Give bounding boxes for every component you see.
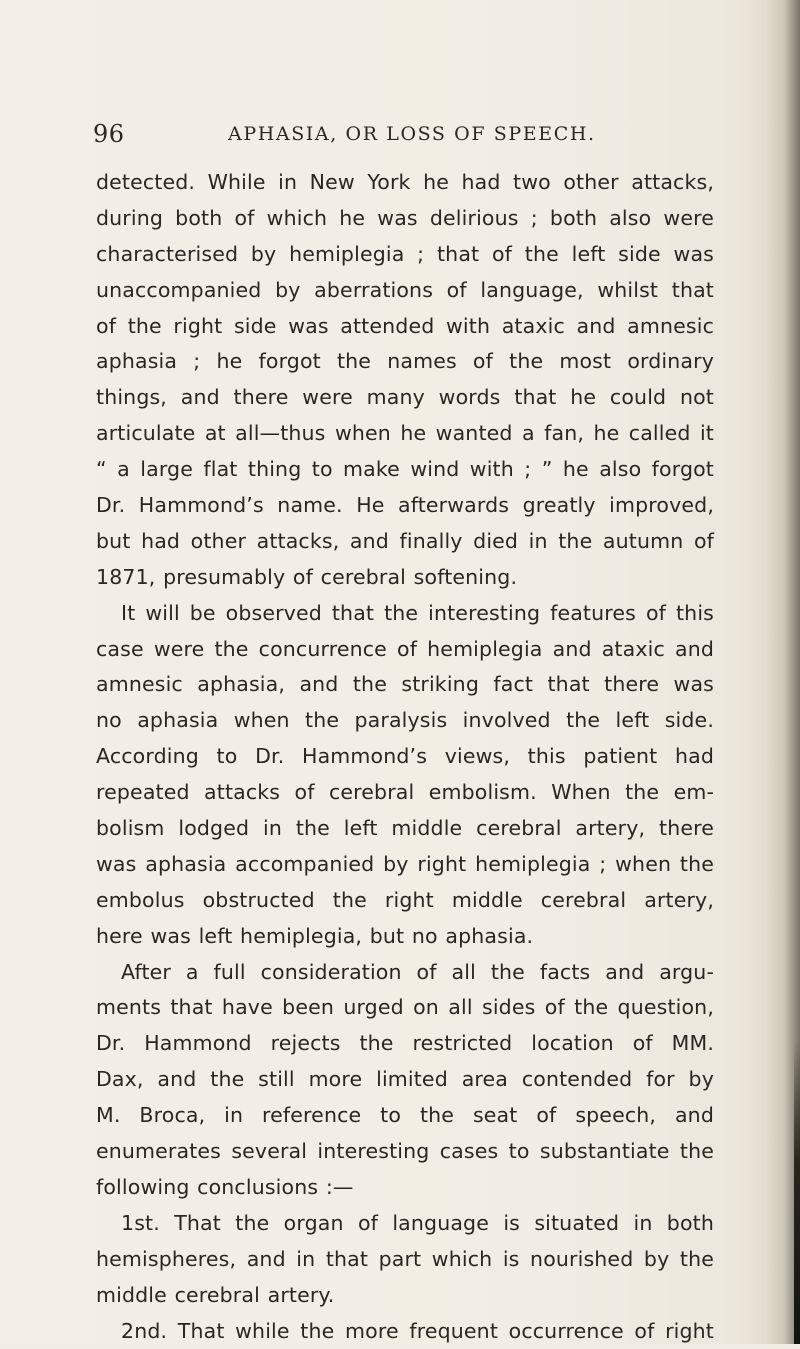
text-line: Dr. Hammond rejects the restricted location of MM.	[96, 1026, 714, 1062]
text-line: 2nd. That while the more frequent occurrence of right	[96, 1314, 714, 1349]
text-line: articulate at all—thus when he wanted a fan, he called it	[96, 416, 714, 452]
text-line: ments that have been urged on all sides of the question,	[96, 990, 714, 1026]
text-line: 1st. That the organ of language is situated in both	[96, 1206, 714, 1242]
text-line: According to Dr. Hammond’s views, this patient had	[96, 739, 714, 775]
text-line: enumerates several interesting cases to substantiate the	[96, 1134, 714, 1170]
text-line: After a full consideration of all the facts and argu-	[96, 955, 714, 991]
text-line: characterised by hemiplegia ; that of the left side was	[96, 237, 714, 273]
body-text	[96, 165, 714, 1349]
text-line: was aphasia accompanied by right hemiplegia ; when the	[96, 847, 714, 883]
text-line: during both of which he was delirious ; both also were	[96, 201, 714, 237]
text-line: no aphasia when the paralysis involved the left side.	[96, 703, 714, 739]
page-number: 96	[93, 120, 125, 148]
text-line: case were the concurrence of hemiplegia and ataxic and	[96, 632, 714, 668]
text-line: here was left hemiplegia, but no aphasia.	[96, 919, 714, 955]
text-line: detected. While in New York he had two other attacks,	[96, 165, 714, 201]
text-line: “ a large flat thing to make wind with ; ” he also forgot	[96, 452, 714, 488]
text-line: Dax, and the still more limited area contended for by	[96, 1062, 714, 1098]
text-line: aphasia ; he forgot the names of the most ordinary	[96, 344, 714, 380]
text-line: It will be observed that the interesting features of this	[96, 596, 714, 632]
text-line: Dr. Hammond’s name. He afterwards greatly improved,	[96, 488, 714, 524]
text-line: of the right side was attended with ataxic and amnesic	[96, 309, 714, 345]
text-line: 1871, presumably of cerebral softening.	[96, 560, 714, 596]
running-title: APHASIA, OR LOSS OF SPEECH.	[228, 123, 596, 145]
text-line: M. Broca, in reference to the seat of speech, and	[96, 1098, 714, 1134]
text-line: unaccompanied by aberrations of language, whilst that	[96, 273, 714, 309]
text-line: things, and there were many words that he could not	[96, 380, 714, 416]
text-line: but had other attacks, and finally died in the autumn of	[96, 524, 714, 560]
text-line: middle cerebral artery.	[96, 1278, 714, 1314]
text-line: embolus obstructed the right middle cerebral artery,	[96, 883, 714, 919]
text-line: repeated attacks of cerebral embolism. When the em-	[96, 775, 714, 811]
text-line: bolism lodged in the left middle cerebral artery, there	[96, 811, 714, 847]
page-edge-binding	[794, 1040, 800, 1344]
text-line: hemispheres, and in that part which is nourished by the	[96, 1242, 714, 1278]
running-head	[0, 120, 800, 150]
text-line: following conclusions :—	[96, 1170, 714, 1206]
text-line: amnesic aphasia, and the striking fact that there was	[96, 667, 714, 703]
